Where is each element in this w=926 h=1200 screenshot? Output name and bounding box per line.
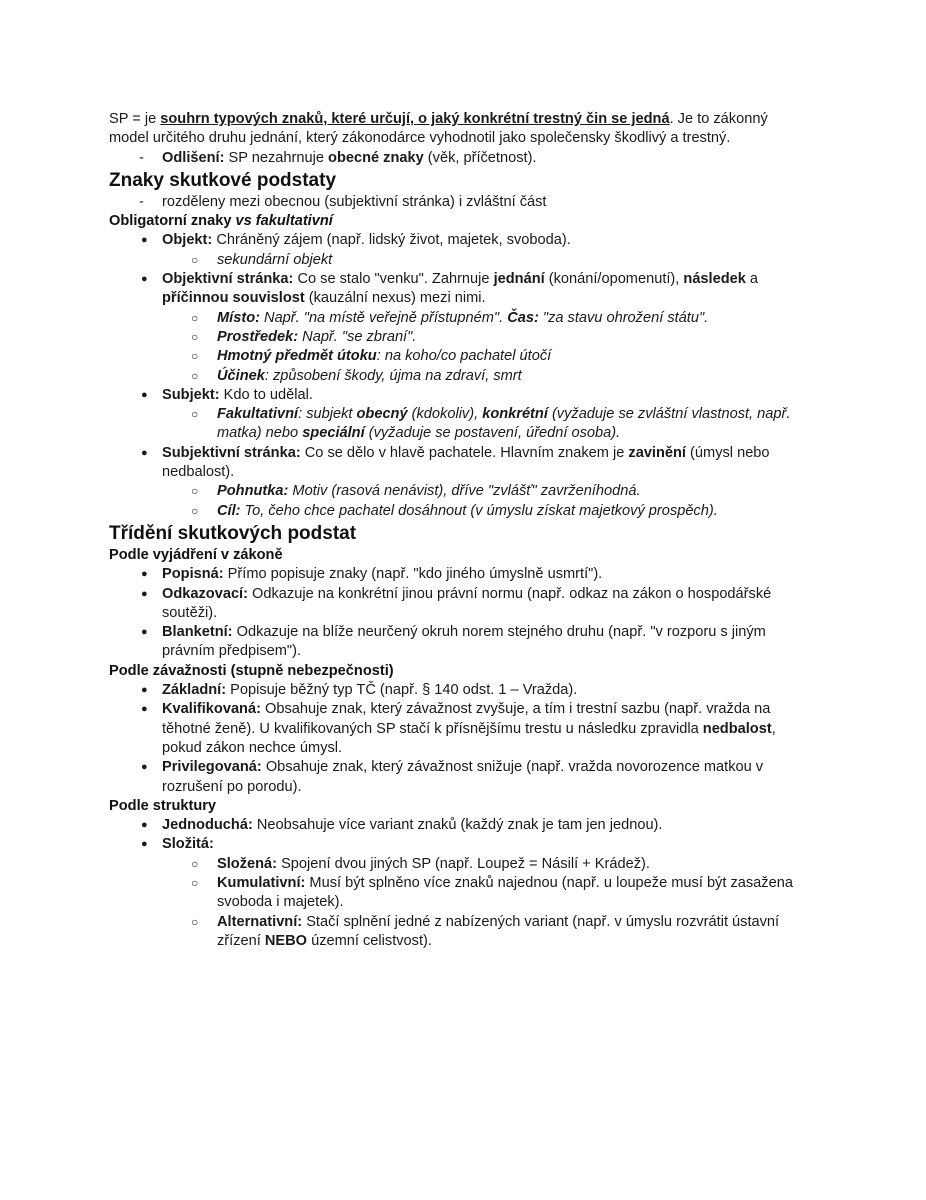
objekt-sub-item [109,251,809,270]
slozita-label: Složitá: [162,836,214,853]
intro-definition: souhrn typových znaků, které určují, o jaký konkrétní trestný čin se jedná [160,111,670,127]
heading-znaky: Znaky skutkové podstaty [109,169,337,191]
pohnutka-label: Pohnutka: [217,483,289,500]
slozena-text: Spojení dvou jiných SP (např. Loupež = Násilí + Krádež). [277,855,650,872]
intro-text-rest: . Je to zákonný model určitého druhu jednání, který zákonodárce vyhodnotil jako společensky škodlivý a trestný. [109,111,768,147]
fakultativni-bold: konkrétní [482,406,548,423]
bullet-marker: ● [141,819,148,832]
objektivni-bold: příčinnou souvislost [162,290,305,307]
fakultativni-text: (vyžaduje se zvláštní vlastnost, např. matka) nebo [217,406,791,442]
objektivni-text: (konání/opomenutí), [544,271,684,288]
predmet-utoku-item [109,347,809,366]
subjektivni-bold: zavinění [628,444,686,461]
objektivni-text: Co se stalo "venku". Zahrnuje [293,271,494,288]
circle-marker: ○ [191,252,199,267]
fakultativni-text: : subjekt [298,406,357,423]
heading-struktura: Podle struktury [109,797,217,814]
circle-marker: ○ [191,856,199,871]
blanketni-item [109,623,809,662]
blanketni-text: Odkazuje na blíže neurčený okruh norem stejného druhu (např. "v rozporu s jiným právním předpisem"). [162,624,766,660]
privilegovana-item [109,758,809,797]
odliseni-label: Odlišení: [162,149,225,166]
alternativni-text: Stačí splnění jedné z nabízených variant (např. v úmyslu rozvrátit ústavní zřízení [217,913,780,949]
circle-marker: ○ [191,484,199,499]
objekt-item [109,231,809,250]
ucinek-label: Účinek [217,367,265,384]
slozena-label: Složená: [217,855,278,872]
odliseni-bold: obecné znaky [328,149,424,166]
objektivni-label: Objektivní stránka: [162,271,294,288]
circle-marker: ○ [191,368,199,383]
prostredek-label: Prostředek: [217,328,299,345]
blanketni-label: Blanketní: [162,624,233,641]
fakultativni-item [109,405,809,444]
document-body [109,110,809,951]
cil-label: Cíl: [217,502,241,519]
cas-text: "za stavu ohrožení státu". [538,309,709,326]
bullet-marker: ● [141,587,148,600]
objektivni-bold: jednání [493,271,545,288]
bullet-marker: ● [141,388,148,401]
objekt-text: Chráněný zájem (např. lidský život, majetek, svoboda). [212,232,571,249]
objektivni-text: (kauzální nexus) mezi nimi. [304,290,486,307]
bullet-marker: ● [141,273,148,286]
slozita-item [109,835,809,854]
bullet-marker: ● [141,684,148,697]
privilegovana-label: Privilegovaná: [162,759,262,776]
subjekt-label: Subjekt: [162,386,220,403]
zakladni-text: Popisuje běžný typ TČ (např. § 140 odst. 1 – Vražda). [226,682,578,699]
obligatorni-italic: vs fakultativní [235,213,333,230]
odkazovaci-item [109,585,809,624]
jednoducha-label: Jednoduchá: [162,817,253,834]
rozdeleny-item [109,193,809,212]
prostredek-item [109,328,809,347]
alternativni-text-rest: územní celistvost). [307,932,432,949]
bullet-marker: ● [141,568,148,581]
popisna-item [109,565,809,584]
cil-item [109,502,809,521]
kvalifikovana-item [109,700,809,758]
predmet-label: Hmotný předmět útoku [217,348,377,365]
intro-paragraph [109,110,809,149]
kvalifikovana-text: Obsahuje znak, který závažnost zvyšuje, a tím i trestní sazbu (např. vražda na těhotné ženě). U kvalifikovaných SP stačí k přísnějšímu trestu u následku zpravidla [162,701,771,737]
ucinek-text: : způsobení škody, újma na zdraví, smrt [264,367,522,384]
subjektivni-item [109,444,809,483]
dash-marker: - [139,193,144,210]
circle-marker: ○ [191,407,199,422]
privilegovana-text: Obsahuje znak, který závažnost snižuje (např. vražda novorozence matkou v rozrušení po porodu). [162,759,764,795]
fakultativni-text: (kdokoliv), [407,406,483,423]
circle-marker: ○ [191,310,199,325]
heading-obligatorni [109,212,809,231]
bullet-marker: ● [141,761,148,774]
rozdeleny-text: rozděleny mezi obecnou (subjektivní stránka) i zvláštní část [162,193,547,210]
pohnutka-item [109,482,809,501]
fakultativni-label: Fakultativní [217,406,299,423]
cil-text: To, čeho chce pachatel dosáhnout (v úmyslu získat majetkový prospěch). [240,502,718,519]
misto-text: Např. "na místě veřejně přístupném". [259,309,508,326]
bullet-marker: ● [141,446,148,459]
odliseni-item [109,149,809,168]
popisna-label: Popisná: [162,566,224,583]
odliseni-text: SP nezahrnuje [224,149,329,166]
objektivni-text: a [745,271,759,288]
jednoducha-text: Neobsahuje více variant znaků (každý znak je tam jen jednou). [252,817,663,834]
jednoducha-item [109,816,809,835]
subjekt-text: Kdo to udělal. [219,386,313,403]
dash-marker: - [139,149,144,166]
kvalifikovana-label: Kvalifikovaná: [162,701,261,718]
alternativni-label: Alternativní: [217,913,303,930]
alternativni-bold: NEBO [264,932,308,949]
ucinek-item [109,367,809,386]
subjektivni-label: Subjektivní stránka: [162,444,301,461]
heading-vyjadreni: Podle vyjádření v zákoně [109,546,283,563]
zakladni-item [109,681,809,700]
fakultativni-bold: speciální [302,425,365,442]
prostredek-text: Např. "se zbraní". [298,328,417,345]
kumulativni-text: Musí být splněno více znaků najednou (např. u loupeže musí být zasažena svoboda i majetek). [217,874,793,911]
obligatorni-text: Obligatorní znaky [109,213,236,230]
pohnutka-text: Motiv (rasová nenávist), dříve "zvlášť" zavrženíhodná. [288,483,641,500]
objektivni-bold: následek [683,271,746,288]
intro-text: SP = je [109,111,161,127]
predmet-text: : na koho/co pachatel útočí [376,348,552,365]
fakultativni-bold: obecný [356,406,408,423]
circle-marker: ○ [191,329,199,344]
bullet-marker: ● [141,626,148,639]
subjektivni-text: (úmysl nebo nedbalost). [162,444,770,481]
fakultativni-text: (vyžaduje se postavení, úřední osoba). [364,425,621,442]
slozena-item [109,855,809,874]
popisna-text: Přímo popisuje znaky (např. "kdo jiného úmyslně usmrtí"). [223,566,603,583]
odkazovaci-text: Odkazuje na konkrétní jinou právní normu (např. odkaz na zákon o hospodářské soutěži). [162,585,772,621]
objekt-label: Objekt: [162,232,213,249]
bullet-marker: ● [141,234,148,247]
circle-marker: ○ [191,503,199,518]
objekt-sub-text: sekundární objekt [217,251,333,268]
heading-zavaznost: Podle závažnosti (stupně nebezpečnosti) [109,662,394,679]
misto-cas-item [109,309,809,328]
heading-trideni: Třídění skutkových podstat [109,522,357,544]
subjektivni-text: Co se dělo v hlavě pachatele. Hlavním znakem je [300,444,629,461]
kvalifikovana-text-rest: , pokud zákon nechce úmysl. [162,720,776,756]
zakladni-label: Základní: [162,682,227,699]
bullet-marker: ● [141,838,148,851]
kumulativni-label: Kumulativní: [217,874,306,891]
odkazovaci-label: Odkazovací: [162,585,248,602]
odliseni-text-rest: (věk, příčetnost). [423,149,537,166]
cas-label: Čas: [507,309,539,326]
bullet-marker: ● [141,703,148,716]
misto-label: Místo: [217,309,260,326]
circle-marker: ○ [191,349,199,364]
circle-marker: ○ [191,914,199,929]
kvalifikovana-bold: nedbalost [702,720,772,737]
objektivni-item [109,270,809,309]
alternativni-item [109,913,809,952]
subjekt-item [109,386,809,405]
circle-marker: ○ [191,875,199,890]
kumulativni-item [109,874,809,913]
